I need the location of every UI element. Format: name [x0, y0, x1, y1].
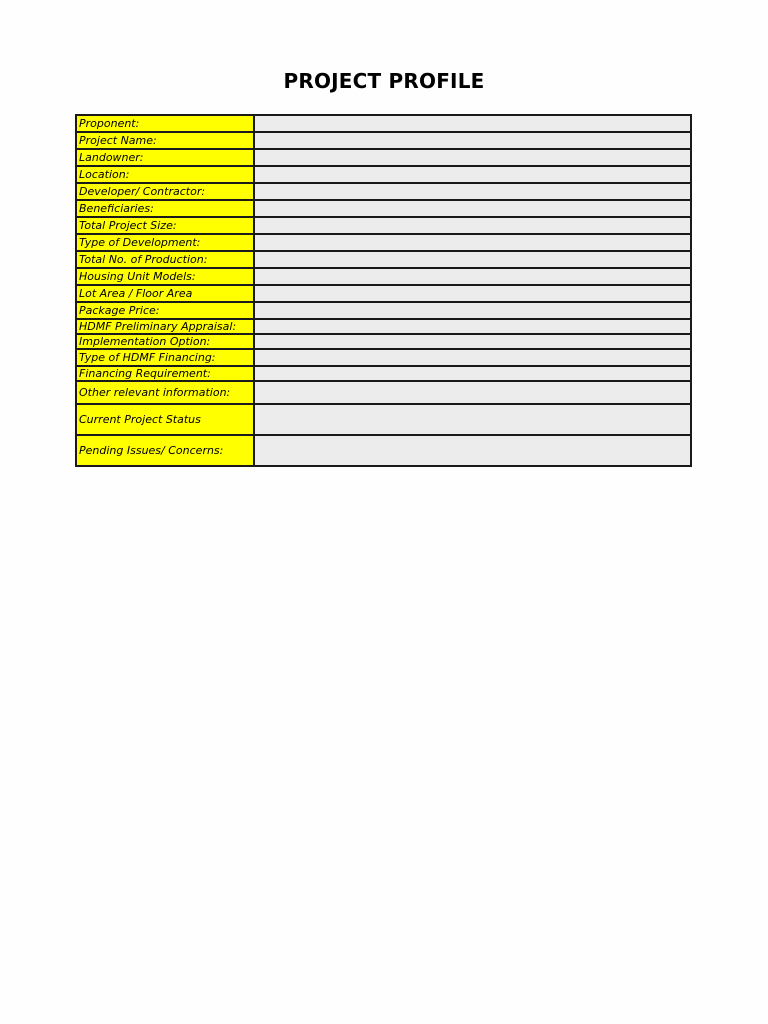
other-relevant-information-value[interactable]: [254, 381, 691, 404]
hdmf-preliminary-appraisal-label: HDMF Preliminary Appraisal:: [76, 319, 254, 334]
beneficiaries-value[interactable]: [254, 200, 691, 217]
implementation-option-label: Implementation Option:: [76, 334, 254, 349]
table-row: [76, 435, 691, 466]
table-row: [76, 251, 691, 268]
table-row: [76, 302, 691, 319]
project-name-value[interactable]: [254, 132, 691, 149]
table-row: [76, 217, 691, 234]
beneficiaries-label: Beneficiaries:: [76, 200, 254, 217]
landowner-value[interactable]: [254, 149, 691, 166]
package-price-label: Package Price:: [76, 302, 254, 319]
proponent-value[interactable]: [254, 115, 691, 132]
total-no-of-production-label: Total No. of Production:: [76, 251, 254, 268]
table-row: [76, 404, 691, 435]
housing-unit-models-label: Housing Unit Models:: [76, 268, 254, 285]
financing-requirement-value[interactable]: [254, 366, 691, 381]
table-row: [76, 349, 691, 366]
project-name-label: Project Name:: [76, 132, 254, 149]
table-row: [76, 366, 691, 381]
total-project-size-label: Total Project Size:: [76, 217, 254, 234]
table-row: [76, 200, 691, 217]
table-row: [76, 319, 691, 334]
developer-contractor-label: Developer/ Contractor:: [76, 183, 254, 200]
project-profile-table: [75, 114, 692, 467]
type-of-development-label: Type of Development:: [76, 234, 254, 251]
implementation-option-value[interactable]: [254, 334, 691, 349]
table-row: [76, 149, 691, 166]
table-row: [76, 234, 691, 251]
pending-issues-concerns-label: Pending Issues/ Concerns:: [76, 435, 254, 466]
type-of-hdmf-financing-label: Type of HDMF Financing:: [76, 349, 254, 366]
location-value[interactable]: [254, 166, 691, 183]
pending-issues-concerns-value[interactable]: [254, 435, 691, 466]
table-row: [76, 115, 691, 132]
package-price-value[interactable]: [254, 302, 691, 319]
location-label: Location:: [76, 166, 254, 183]
total-project-size-value[interactable]: [254, 217, 691, 234]
table-row: [76, 334, 691, 349]
table-row: [76, 285, 691, 302]
developer-contractor-value[interactable]: [254, 183, 691, 200]
type-of-hdmf-financing-value[interactable]: [254, 349, 691, 366]
table-row: [76, 183, 691, 200]
landowner-label: Landowner:: [76, 149, 254, 166]
table-row: [76, 132, 691, 149]
housing-unit-models-value[interactable]: [254, 268, 691, 285]
proponent-label: Proponent:: [76, 115, 254, 132]
other-relevant-information-label: Other relevant information:: [76, 381, 254, 404]
lot-area-floor-area-label: Lot Area / Floor Area: [76, 285, 254, 302]
current-project-status-label: Current Project Status: [76, 404, 254, 435]
page-title: PROJECT PROFILE: [283, 69, 485, 93]
table-row: [76, 166, 691, 183]
table-row: [76, 268, 691, 285]
hdmf-preliminary-appraisal-value[interactable]: [254, 319, 691, 334]
financing-requirement-label: Financing Requirement:: [76, 366, 254, 381]
total-no-of-production-value[interactable]: [254, 251, 691, 268]
current-project-status-value[interactable]: [254, 404, 691, 435]
type-of-development-value[interactable]: [254, 234, 691, 251]
table-row: [76, 381, 691, 404]
lot-area-floor-area-value[interactable]: [254, 285, 691, 302]
